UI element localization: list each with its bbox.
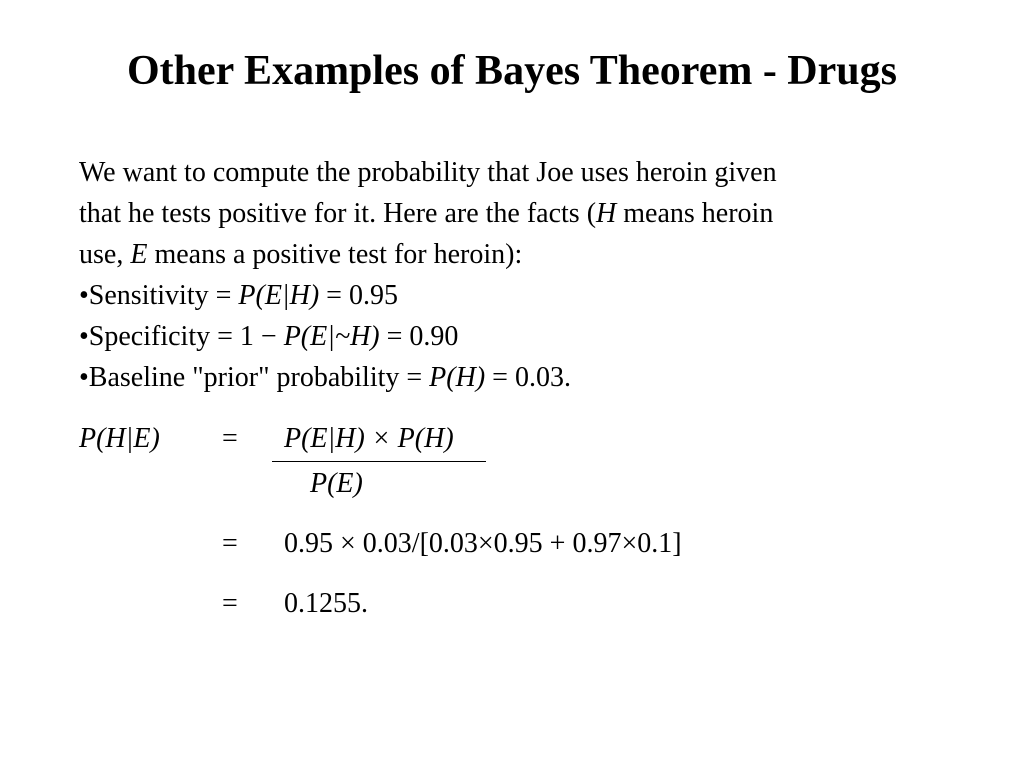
fraction-denominator: P(E): [310, 468, 363, 499]
test-variable: E: [130, 239, 148, 270]
equation-result: 0.1255.: [284, 588, 368, 619]
intro-line-2-tail: means heroin: [616, 198, 774, 229]
fraction-numerator: P(E|H) × P(H): [284, 423, 454, 454]
intro-line-3-text: use,: [79, 239, 131, 270]
equation-step-2: 0.95 × 0.03/[0.03×0.95 + 0.97×0.1]: [284, 528, 682, 559]
prior-item: [79, 357, 959, 398]
intro-line-1: We want to compute the probability that Joe uses heroin given: [79, 157, 777, 188]
prior-value: = 0.03.: [485, 362, 571, 393]
intro-line-2: [79, 193, 959, 234]
specificity-expression: P(E|~H): [283, 321, 380, 352]
prior-label: •Baseline "prior" probability =: [79, 362, 430, 393]
specificity-label: •Specificity = 1 −: [79, 321, 284, 352]
fraction-bar: [272, 461, 486, 462]
facts-list: [79, 275, 959, 398]
equals-sign-2: =: [222, 528, 238, 559]
prior-expression: P(H): [429, 362, 486, 393]
specificity-item: [79, 316, 959, 357]
sensitivity-value: = 0.95: [319, 280, 398, 311]
heroin-variable: H: [596, 198, 617, 229]
equals-sign-3: =: [222, 588, 238, 619]
intro-paragraph: [79, 152, 959, 275]
equals-sign-1: =: [222, 423, 238, 454]
equation-lhs: P(H|E): [79, 423, 160, 454]
sensitivity-item: [79, 275, 959, 316]
intro-line-2-text: that he tests positive for it. Here are the facts (: [79, 198, 597, 229]
sensitivity-label: •Sensitivity =: [79, 280, 239, 311]
specificity-value: = 0.90: [379, 321, 459, 352]
sensitivity-expression: P(E|H): [238, 280, 320, 311]
intro-line-3: [79, 234, 959, 275]
intro-line-3-tail: means a positive test for heroin):: [147, 239, 523, 270]
slide-title: Other Examples of Bayes Theorem - Drugs: [127, 48, 897, 94]
